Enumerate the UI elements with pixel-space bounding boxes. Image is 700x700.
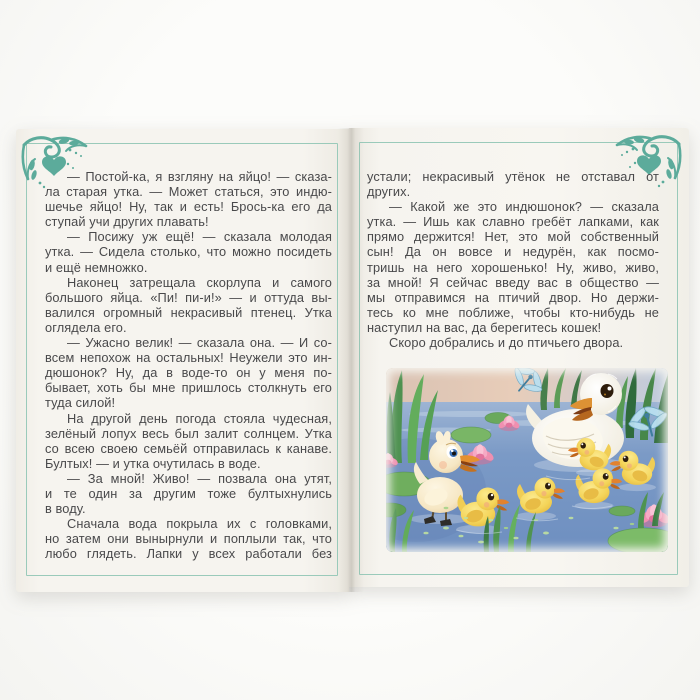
story-text-right	[367, 169, 659, 350]
text-line: дюшонок? Ну, да в воде-то он у меня по-	[45, 365, 332, 381]
text-line: в воду.	[45, 501, 86, 517]
text-line: и ещё немножко.	[45, 259, 148, 275]
text-line: утка. — Ишь как славно гребёт лапками, как	[367, 214, 659, 230]
text-line: устали; некрасивый утёнок не отставал от	[367, 169, 659, 184]
text-line: Скоро добрались и до птичьего двора.	[389, 335, 624, 351]
text-line: ла старая утка. — Может статься, это индю-	[45, 184, 332, 200]
text-line: валился огромный некрасивый птенец. Утка	[45, 304, 332, 320]
text-line: и те один за другим тоже бултыхнулись	[45, 485, 332, 501]
text-line: со всею своею семьёй отправилась к канаве.	[45, 440, 332, 456]
text-line: сын! Да он вовсе и недурён, как посмо-	[367, 244, 659, 260]
text-line: На другой день погода стояла чудесная,	[67, 410, 332, 426]
text-line: утка. — Сидела столько, что можно посидеть	[45, 244, 332, 260]
text-line: Бултых! — и утка очутилась в воде.	[45, 455, 261, 471]
text-line: за мной! Я сейчас введу вас в общество —	[367, 274, 659, 290]
text-line: но затем они вынырнули и поплыли так, что	[45, 531, 332, 547]
text-line: прямо держится! Нет, это мой собственный	[367, 229, 659, 245]
text-line: — За мной! Живо! — позвала она утят,	[67, 470, 332, 486]
text-line: — Постой-ка, я взгляну на яйцо! — сказа-	[67, 169, 332, 184]
text-line: большого яйца. «Пи! пи-и!» — и оттуда вы-	[45, 289, 332, 305]
text-line: Наконец затрещала скорлупа и самого	[67, 274, 332, 290]
text-line: шечье яйцо! Ну, так и есть! Брось-ка его да	[45, 199, 332, 215]
story-text-left	[45, 169, 332, 561]
pond-illustration	[386, 368, 668, 552]
text-line: тришь на него хорошенько! Ну, живо, живо,	[367, 259, 659, 275]
text-line: тесь ко мне поближе, чтобы кто-нибудь не	[367, 304, 659, 320]
text-line: мы отправимся на птичий двор. Но держи-	[367, 289, 659, 305]
text-line: всем непохож на остальных! Неужели это ин-	[45, 350, 332, 366]
text-line: — Какой же это индюшонок? — сказала	[389, 199, 659, 215]
text-line: — Ужасно велик! — сказала она. — И со-	[67, 335, 332, 351]
text-line: других.	[367, 184, 411, 200]
text-line: Сначала вода покрыла их с головками,	[67, 516, 332, 532]
text-line: бывает, хоть бы мне пришлось столкнуть его	[45, 380, 332, 396]
text-line: наступил на вас, да берегитесь кошек!	[367, 319, 602, 335]
book-spread	[16, 128, 689, 592]
text-line: зелёный лопух весь был залит солнцем. Утка	[45, 425, 332, 441]
text-line: туда силой!	[45, 395, 116, 411]
text-line: — Посижу уж ещё! — сказала молодая	[67, 229, 332, 245]
right-page	[349, 128, 689, 587]
text-line: ступай учи других плавать!	[45, 214, 209, 230]
text-line: любо глядеть. Лапки у всех работали без	[45, 546, 332, 562]
text-line: оглядела его.	[45, 319, 127, 335]
left-page	[16, 129, 349, 592]
